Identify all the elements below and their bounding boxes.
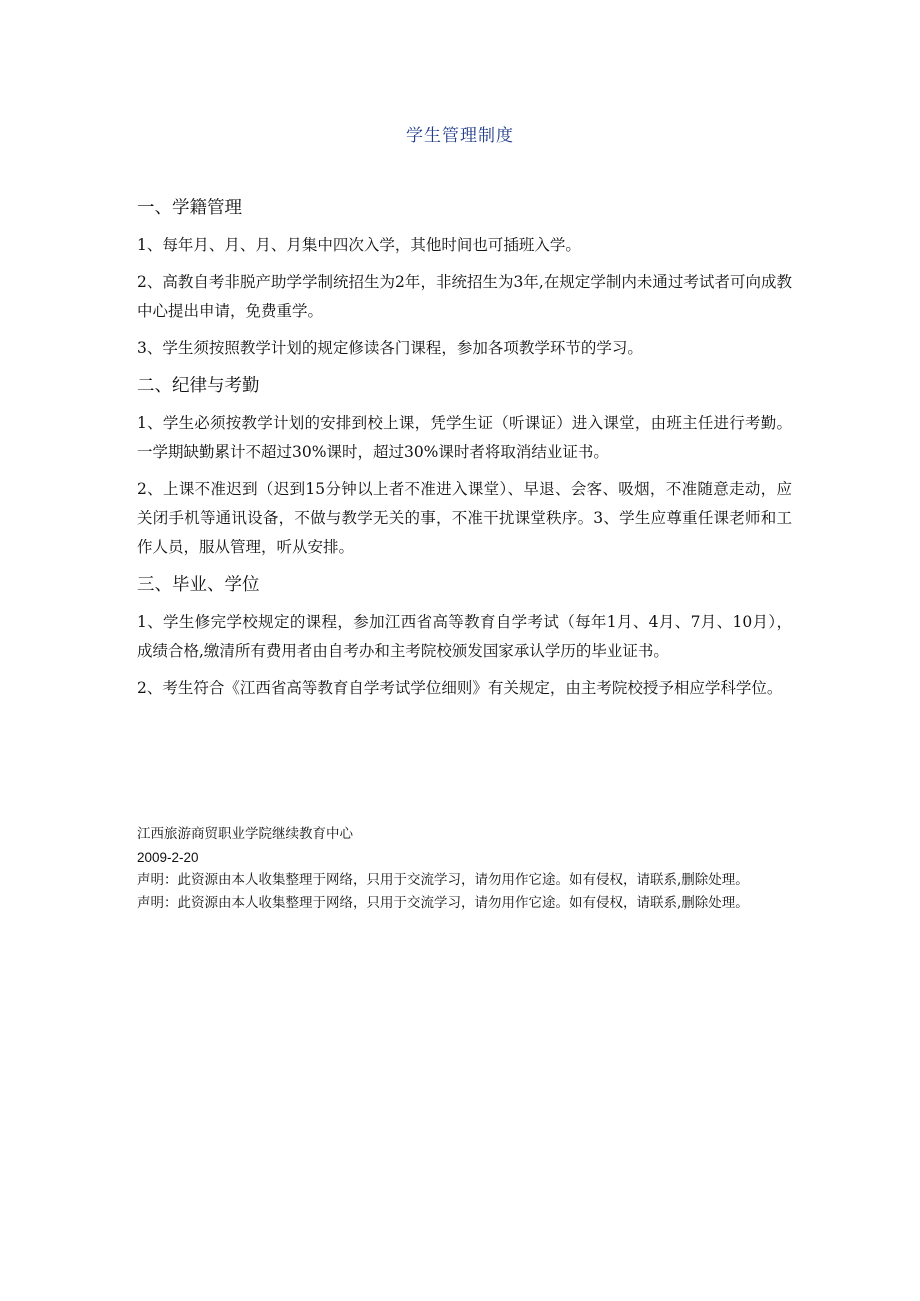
paragraph: 2、上课不准迟到（迟到15分钟以上者不准进入课堂）、早退、会客、吸烟，不准随意走动，应关闭手机等通讯设备，不做与教学无关的事，不准干扰课堂秩序。3、学生应尊重任课老师和工作人员，服从管理，听从安排。 (137, 480, 792, 556)
section-graduation (137, 570, 792, 703)
paragraph: 2、高教自考非脱产助学学制统招生为2年，非统招生为3年,在规定学制内未通过考试者可向成教中心提出申请，免费重学。 (137, 273, 792, 320)
paragraph: 1、学生必须按教学计划的安排到校上课，凭学生证（听课证）进入课堂，由班主任进行考勤。一学期缺勤累计不超过30%课时，超过30%课时者将取消结业证书。 (137, 414, 792, 461)
footer-disclaimer: 声明：此资源由本人收集整理于网络，只用于交流学习，请勿用作它途。如有侵权，请联系,删除处理。 (137, 895, 749, 911)
section-heading: 三、毕业、学位 (137, 575, 260, 595)
paragraph: 1、每年月、月、月、月集中四次入学，其他时间也可插班入学。 (137, 236, 581, 254)
document-title: 学生管理制度 (406, 126, 514, 146)
paragraph: 2、考生符合《江西省高等教育自学考试学位细则》有关规定，由主考院校授予相应学科学位。 (137, 679, 783, 697)
document-footer (137, 823, 792, 915)
paragraph: 3、学生须按照教学计划的规定修读各门课程，参加各项教学环节的学习。 (137, 339, 643, 357)
section-heading: 二、纪律与考勤 (137, 376, 260, 396)
footer-organization: 江西旅游商贸职业学院继续教育中心 (137, 826, 353, 842)
footer-date: 2009-2-20 (137, 850, 199, 865)
section-discipline (137, 371, 792, 562)
section-enrollment (137, 193, 792, 363)
document-body (137, 193, 792, 711)
footer-disclaimer: 声明：此资源由本人收集整理于网络，只用于交流学习，请勿用作它途。如有侵权，请联系,删除处理。 (137, 872, 749, 888)
paragraph: 1、学生修完学校规定的课程，参加江西省高等教育自学考试（每年1月、4月、7月、10月），成绩合格,缴清所有费用者由自考办和主考院校颁发国家承认学历的毕业证书。 (137, 613, 792, 660)
section-heading: 一、学籍管理 (137, 198, 242, 218)
